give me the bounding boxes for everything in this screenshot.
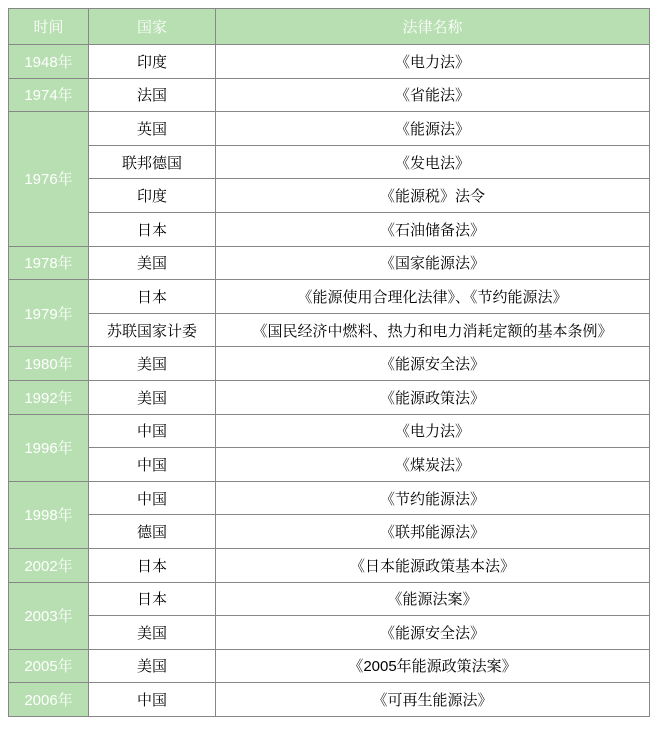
- table-row: [9, 280, 650, 314]
- law-cell: 《能源安全法》: [216, 616, 650, 650]
- table-row: [9, 112, 650, 146]
- country-cell: 日本: [89, 582, 216, 616]
- year-cell-1998: 1998年: [9, 481, 89, 548]
- table-row: [9, 649, 650, 683]
- country-cell: 印度: [89, 179, 216, 213]
- year-cell-1980: 1980年: [9, 347, 89, 381]
- country-cell: 美国: [89, 246, 216, 280]
- country-cell: 美国: [89, 616, 216, 650]
- country-cell: 中国: [89, 481, 216, 515]
- country-cell: 中国: [89, 448, 216, 482]
- table-row: [9, 145, 650, 179]
- law-cell: 《电力法》: [216, 45, 650, 79]
- law-cell: 《电力法》: [216, 414, 650, 448]
- law-cell: 《能源税》法令: [216, 179, 650, 213]
- year-cell-1992: 1992年: [9, 380, 89, 414]
- table-row: [9, 414, 650, 448]
- country-cell: 联邦德国: [89, 145, 216, 179]
- year-cell-1979: 1979年: [9, 280, 89, 347]
- year-cell-2005: 2005年: [9, 649, 89, 683]
- table-row: [9, 246, 650, 280]
- law-cell: 《石油储备法》: [216, 212, 650, 246]
- header-law-name: 法律名称: [216, 9, 650, 45]
- law-cell: 《国民经济中燃料、热力和电力消耗定额的基本条例》: [216, 313, 650, 347]
- law-cell: 《可再生能源法》: [216, 683, 650, 717]
- year-cell-1974: 1974年: [9, 78, 89, 112]
- header-country: 国家: [89, 9, 216, 45]
- table-row: [9, 313, 650, 347]
- law-cell: 《日本能源政策基本法》: [216, 548, 650, 582]
- law-cell: 《能源使用合理化法律》、《节约能源法》: [216, 280, 650, 314]
- year-cell-2002: 2002年: [9, 548, 89, 582]
- year-cell-1948: 1948年: [9, 45, 89, 79]
- law-cell: 《能源法》: [216, 112, 650, 146]
- law-cell: 《能源安全法》: [216, 347, 650, 381]
- table-row: [9, 380, 650, 414]
- year-cell-2003: 2003年: [9, 582, 89, 649]
- table-row: [9, 212, 650, 246]
- table-row: [9, 45, 650, 79]
- country-cell: 中国: [89, 683, 216, 717]
- country-cell: 美国: [89, 347, 216, 381]
- country-cell: 法国: [89, 78, 216, 112]
- country-cell: 中国: [89, 414, 216, 448]
- law-cell: 《联邦能源法》: [216, 515, 650, 549]
- law-cell: 《能源法案》: [216, 582, 650, 616]
- header-row: [9, 9, 650, 45]
- table-row: [9, 78, 650, 112]
- country-cell: 苏联国家计委: [89, 313, 216, 347]
- country-cell: 英国: [89, 112, 216, 146]
- table-row: [9, 548, 650, 582]
- country-cell: 德国: [89, 515, 216, 549]
- law-cell: 《省能法》: [216, 78, 650, 112]
- law-cell: 《节约能源法》: [216, 481, 650, 515]
- table-row: [9, 179, 650, 213]
- table-row: [9, 347, 650, 381]
- country-cell: 日本: [89, 280, 216, 314]
- year-cell-1978: 1978年: [9, 246, 89, 280]
- year-cell-1976: 1976年: [9, 112, 89, 246]
- year-cell-2006: 2006年: [9, 683, 89, 717]
- law-cell: 《能源政策法》: [216, 380, 650, 414]
- table-row: [9, 481, 650, 515]
- country-cell: 日本: [89, 548, 216, 582]
- table-row: [9, 616, 650, 650]
- country-cell: 印度: [89, 45, 216, 79]
- year-cell-1996: 1996年: [9, 414, 89, 481]
- country-cell: 日本: [89, 212, 216, 246]
- country-cell: 美国: [89, 649, 216, 683]
- table-row: [9, 582, 650, 616]
- energy-laws-table: [8, 8, 650, 717]
- law-cell: 《2005年能源政策法案》: [216, 649, 650, 683]
- table-row: [9, 515, 650, 549]
- table-row: [9, 448, 650, 482]
- law-cell: 《国家能源法》: [216, 246, 650, 280]
- table-row: [9, 683, 650, 717]
- country-cell: 美国: [89, 380, 216, 414]
- header-time: 时间: [9, 9, 89, 45]
- law-cell: 《煤炭法》: [216, 448, 650, 482]
- law-cell: 《发电法》: [216, 145, 650, 179]
